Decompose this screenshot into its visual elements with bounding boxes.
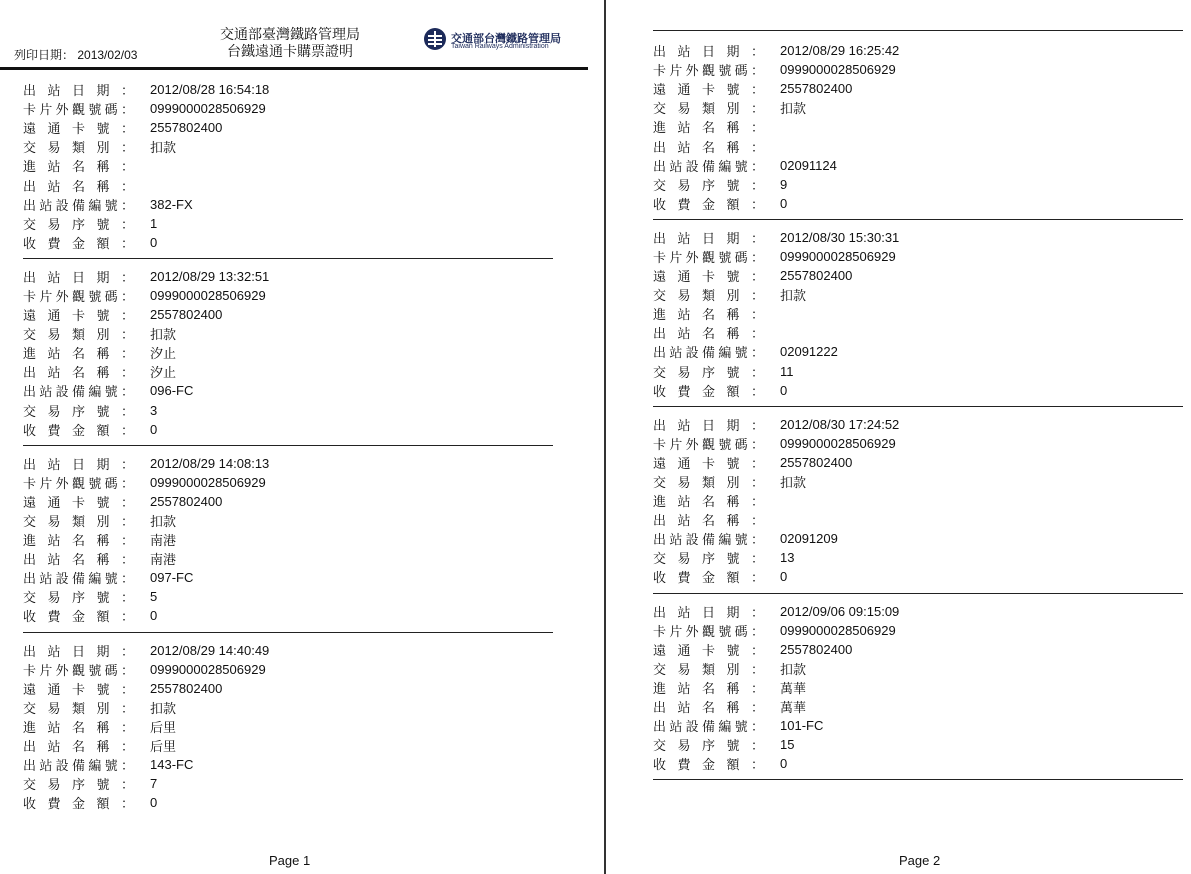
field-value: 02091124: [780, 157, 837, 173]
field-label: 交 易 類 別 ：: [23, 700, 134, 716]
field-label: 交 易 序 號 ：: [23, 403, 134, 419]
field-value: 2012/08/29 16:25:42: [780, 43, 900, 59]
field-value: 382-FX: [150, 196, 193, 212]
record-row-card-no: [653, 266, 1183, 285]
record-row-exit-station: [653, 510, 1183, 529]
field-label: 出 站 設 備 編 號 ：: [23, 197, 134, 213]
field-value: 0: [780, 756, 788, 772]
record-row-exit-device: [653, 529, 1183, 548]
field-label: 出 站 名 稱 ：: [23, 365, 134, 381]
field-value: 5: [150, 589, 158, 605]
record-row-card-no: [23, 305, 553, 324]
field-value: 0: [780, 382, 788, 398]
field-value: 0: [150, 795, 158, 811]
field-label: 交 易 序 號 ：: [653, 364, 764, 380]
record-block: [23, 641, 553, 813]
field-value: 101-FC: [780, 718, 824, 734]
field-value: 0999000028506929: [780, 435, 896, 451]
record-row-card-face-no: [23, 473, 553, 492]
field-label: 交 易 類 別 ：: [653, 288, 764, 304]
record-row-card-face-no: [23, 286, 553, 305]
field-label: 收 費 金 額 ：: [653, 196, 764, 212]
field-label: 出 站 日 期 ：: [653, 604, 764, 620]
document-page-2: [607, 0, 1191, 874]
field-value: 3: [150, 402, 158, 418]
record-row-card-no: [653, 79, 1183, 98]
field-label: 卡 片 外 觀 號 碼 ：: [653, 623, 764, 639]
field-value: 2557802400: [780, 641, 853, 657]
field-label: 收 費 金 額 ：: [653, 383, 764, 399]
record-block: [653, 228, 1183, 400]
record-row-exit-date: [653, 602, 1183, 621]
record-row-entry-station: [653, 117, 1183, 136]
field-value: 扣款: [150, 700, 177, 716]
field-label: 出 站 名 稱 ：: [23, 739, 134, 755]
field-label: 交 易 類 別 ：: [653, 661, 764, 677]
field-label: 收 費 金 額 ：: [653, 570, 764, 586]
field-value: 0: [780, 195, 788, 211]
record-row-txn-type: [23, 511, 553, 530]
field-label: 遠 通 卡 號 ：: [23, 494, 134, 510]
field-label: 交 易 類 別 ：: [23, 514, 134, 530]
record-block: [653, 415, 1183, 587]
record-row-exit-device: [23, 195, 553, 214]
record-block: [23, 80, 553, 252]
document-title-line-1: 交通部臺灣鐵路管理局: [220, 27, 360, 43]
field-value: 2557802400: [150, 307, 223, 323]
field-value: 扣款: [780, 661, 807, 677]
record-row-exit-device: [23, 381, 553, 400]
field-label: 出 站 名 稱 ：: [23, 178, 134, 194]
record-row-fee: [23, 793, 553, 812]
field-label: 出 站 設 備 編 號 ：: [23, 384, 134, 400]
field-value: 13: [780, 550, 795, 566]
field-value: 扣款: [150, 327, 177, 343]
field-value: 2012/08/29 13:32:51: [150, 268, 270, 284]
field-value: 2012/08/29 14:08:13: [150, 455, 270, 471]
field-label: 交 易 序 號 ：: [23, 590, 134, 606]
record-row-txn-seq: [23, 774, 553, 793]
field-value: 萬華: [780, 680, 807, 696]
field-label: 進 站 名 稱 ：: [23, 533, 134, 549]
field-value: 0: [150, 234, 158, 250]
record-block: [653, 602, 1183, 774]
field-label: 卡 片 外 觀 號 碼 ：: [23, 288, 134, 304]
field-value: 097-FC: [150, 570, 194, 586]
field-label: 出 站 設 備 編 號 ：: [23, 758, 134, 774]
record-row-txn-type: [653, 98, 1183, 117]
field-label: 遠 通 卡 號 ：: [23, 308, 134, 324]
record-row-txn-type: [653, 472, 1183, 491]
record-row-txn-type: [653, 285, 1183, 304]
record-row-entry-station: [23, 717, 553, 736]
header-rule: [0, 67, 588, 70]
field-value: 9: [780, 176, 788, 192]
page-number: Page 2: [899, 853, 941, 868]
field-value: 扣款: [780, 475, 807, 491]
record-row-exit-station: [23, 175, 553, 194]
record-row-exit-device: [653, 156, 1183, 175]
record-row-entry-station: [23, 343, 553, 362]
record-row-exit-date: [653, 41, 1183, 60]
record-row-card-no: [653, 453, 1183, 472]
record-separator: [653, 30, 1183, 31]
field-label: 交 易 類 別 ：: [23, 327, 134, 343]
record-block: [653, 41, 1183, 213]
field-value: 0999000028506929: [150, 474, 266, 490]
field-value: 1: [150, 215, 158, 231]
record-row-card-face-no: [653, 434, 1183, 453]
record-row-txn-seq: [653, 175, 1183, 194]
field-value: 后里: [150, 719, 177, 735]
record-row-exit-device: [23, 568, 553, 587]
field-value: 0999000028506929: [780, 62, 896, 78]
field-label: 進 站 名 稱 ：: [23, 719, 134, 735]
record-row-txn-seq: [23, 587, 553, 606]
field-value: 0999000028506929: [780, 248, 896, 264]
field-label: 遠 通 卡 號 ：: [653, 642, 764, 658]
record-separator: [653, 779, 1183, 780]
field-value: 11: [780, 363, 794, 379]
field-value: 096-FC: [150, 383, 194, 399]
field-label: 收 費 金 額 ：: [23, 422, 134, 438]
record-row-entry-station: [653, 678, 1183, 697]
field-label: 交 易 序 號 ：: [23, 777, 134, 793]
field-label: 遠 通 卡 號 ：: [653, 269, 764, 285]
tra-logo: [424, 28, 584, 58]
field-value: 0999000028506929: [150, 661, 266, 677]
field-label: 進 站 名 稱 ：: [653, 307, 764, 323]
record-row-txn-type: [23, 137, 553, 156]
record-row-exit-date: [23, 267, 553, 286]
field-value: 后里: [150, 739, 177, 755]
field-value: 02091209: [780, 531, 838, 547]
record-separator: [653, 219, 1183, 220]
field-label: 進 站 名 稱 ：: [653, 494, 764, 510]
record-row-fee: [23, 420, 553, 439]
field-value: 2012/08/30 15:30:31: [780, 229, 900, 245]
field-value: 02091222: [780, 344, 838, 360]
record-block: [23, 267, 553, 439]
record-row-card-face-no: [23, 660, 553, 679]
field-label: 出 站 名 稱 ：: [653, 700, 764, 716]
record-row-fee: [653, 567, 1183, 586]
tra-logo-text-cn: 交通部台灣鐵路管理局: [451, 33, 561, 45]
record-row-txn-seq: [653, 548, 1183, 567]
field-label: 出 站 名 稱 ：: [653, 513, 764, 529]
record-row-card-no: [23, 679, 553, 698]
field-label: 交 易 序 號 ：: [653, 738, 764, 754]
field-value: 南港: [150, 533, 177, 549]
field-value: 扣款: [780, 101, 807, 117]
record-row-fee: [653, 381, 1183, 400]
record-row-card-no: [23, 492, 553, 511]
field-label: 出 站 日 期 ：: [23, 643, 134, 659]
field-label: 遠 通 卡 號 ：: [653, 82, 764, 98]
record-row-entry-station: [23, 530, 553, 549]
field-value: 扣款: [150, 514, 177, 530]
record-row-txn-type: [23, 698, 553, 717]
record-separator: [653, 406, 1183, 407]
page-divider: [604, 0, 606, 874]
field-label: 遠 通 卡 號 ：: [23, 121, 134, 137]
field-label: 交 易 序 號 ：: [653, 177, 764, 193]
field-label: 出 站 日 期 ：: [653, 230, 764, 246]
record-row-exit-date: [23, 454, 553, 473]
field-value: 2557802400: [150, 493, 223, 509]
field-label: 進 站 名 稱 ：: [653, 120, 764, 136]
field-value: 汐止: [150, 346, 177, 362]
record-row-exit-date: [23, 80, 553, 99]
field-value: 0999000028506929: [150, 287, 266, 303]
field-value: 0: [150, 608, 158, 624]
record-row-exit-station: [653, 697, 1183, 716]
record-row-txn-seq: [653, 362, 1183, 381]
field-label: 收 費 金 額 ：: [23, 235, 134, 251]
field-label: 出 站 名 稱 ：: [23, 552, 134, 568]
record-row-card-face-no: [653, 621, 1183, 640]
document-title-line-2: 台鐵遠通卡購票證明: [227, 44, 353, 60]
tra-logo-text-en: Taiwan Railways Administration: [451, 43, 549, 50]
field-value: 2012/08/29 14:40:49: [150, 642, 270, 658]
field-label: 出 站 日 期 ：: [653, 44, 764, 60]
record-separator: [23, 632, 553, 633]
field-value: 2557802400: [780, 268, 853, 284]
record-row-txn-type: [23, 324, 553, 343]
record-row-card-no: [653, 640, 1183, 659]
field-value: 7: [150, 776, 158, 792]
record-row-entry-station: [23, 156, 553, 175]
field-label: 遠 通 卡 號 ：: [653, 455, 764, 471]
field-label: 出 站 日 期 ：: [653, 417, 764, 433]
page-number: Page 1: [269, 853, 311, 868]
record-row-exit-date: [653, 415, 1183, 434]
record-row-card-face-no: [653, 247, 1183, 266]
record-row-txn-type: [653, 659, 1183, 678]
field-label: 出 站 日 期 ：: [23, 269, 134, 285]
record-row-entry-station: [653, 491, 1183, 510]
field-value: 2012/08/28 16:54:18: [150, 82, 270, 98]
field-value: 2012/09/06 09:15:09: [780, 603, 900, 619]
field-label: 進 站 名 稱 ：: [23, 159, 134, 175]
field-label: 交 易 類 別 ：: [23, 140, 134, 156]
field-label: 交 易 序 號 ：: [653, 551, 764, 567]
record-row-exit-date: [23, 641, 553, 660]
field-label: 卡 片 外 觀 號 碼 ：: [23, 662, 134, 678]
field-value: 15: [780, 737, 795, 753]
field-label: 卡 片 外 觀 號 碼 ：: [653, 63, 764, 79]
field-label: 交 易 類 別 ：: [653, 101, 764, 117]
document-title: [190, 27, 390, 61]
record-row-exit-station: [23, 362, 553, 381]
field-label: 出 站 設 備 編 號 ：: [653, 719, 764, 735]
field-label: 出 站 日 期 ：: [23, 456, 134, 472]
record-separator: [23, 258, 553, 259]
field-value: 扣款: [150, 140, 177, 156]
field-label: 進 站 名 稱 ：: [23, 346, 134, 362]
field-value: 扣款: [780, 288, 807, 304]
field-label: 出 站 設 備 編 號 ：: [653, 532, 764, 548]
field-value: 萬華: [780, 700, 807, 716]
record-separator: [23, 445, 553, 446]
field-value: 2557802400: [780, 81, 853, 97]
field-label: 卡 片 外 觀 號 碼 ：: [653, 436, 764, 452]
field-value: 0: [780, 569, 788, 585]
print-date-value: 2013/02/03: [77, 48, 138, 62]
record-row-fee: [653, 194, 1183, 213]
print-date: [14, 46, 137, 63]
record-block: [23, 454, 553, 626]
field-label: 出 站 名 稱 ：: [653, 326, 764, 342]
field-value: 2557802400: [150, 680, 223, 696]
field-label: 遠 通 卡 號 ：: [23, 681, 134, 697]
record-row-fee: [23, 233, 553, 252]
field-value: 2012/08/30 17:24:52: [780, 416, 900, 432]
field-label: 卡 片 外 觀 號 碼 ：: [23, 102, 134, 118]
record-row-exit-device: [653, 342, 1183, 361]
record-row-txn-seq: [23, 214, 553, 233]
record-separator: [653, 593, 1183, 594]
record-list: [653, 30, 1183, 788]
field-value: 0: [150, 421, 158, 437]
field-label: 交 易 序 號 ：: [23, 216, 134, 232]
record-row-exit-station: [23, 549, 553, 568]
field-label: 出 站 設 備 編 號 ：: [653, 345, 764, 361]
tra-logo-icon: [424, 28, 446, 50]
field-value: 143-FC: [150, 757, 194, 773]
field-label: 出 站 設 備 編 號 ：: [23, 571, 134, 587]
field-label: 卡 片 外 觀 號 碼 ：: [653, 249, 764, 265]
field-label: 交 易 類 別 ：: [653, 475, 764, 491]
record-row-txn-seq: [653, 735, 1183, 754]
record-row-exit-station: [23, 736, 553, 755]
field-value: 2557802400: [150, 120, 223, 136]
record-row-fee: [653, 754, 1183, 773]
record-row-card-face-no: [23, 99, 553, 118]
record-row-card-face-no: [653, 60, 1183, 79]
record-row-card-no: [23, 118, 553, 137]
record-row-exit-station: [653, 136, 1183, 155]
record-row-entry-station: [653, 304, 1183, 323]
field-value: 2557802400: [780, 454, 853, 470]
field-value: 0999000028506929: [150, 101, 266, 117]
field-label: 收 費 金 額 ：: [23, 609, 134, 625]
field-label: 出 站 設 備 編 號 ：: [653, 158, 764, 174]
print-date-label: 列印日期：: [14, 48, 75, 62]
record-row-fee: [23, 606, 553, 625]
record-row-exit-device: [653, 716, 1183, 735]
record-row-exit-device: [23, 755, 553, 774]
record-row-exit-station: [653, 323, 1183, 342]
field-value: 汐止: [150, 365, 177, 381]
field-label: 進 站 名 稱 ：: [653, 680, 764, 696]
record-row-txn-seq: [23, 401, 553, 420]
field-value: 南港: [150, 552, 177, 568]
field-label: 收 費 金 額 ：: [653, 757, 764, 773]
record-list: [23, 80, 553, 812]
record-row-exit-date: [653, 228, 1183, 247]
field-label: 卡 片 外 觀 號 碼 ：: [23, 475, 134, 491]
field-label: 出 站 名 稱 ：: [653, 139, 764, 155]
field-value: 0999000028506929: [780, 622, 896, 638]
field-label: 出 站 日 期 ：: [23, 83, 134, 99]
field-label: 收 費 金 額 ：: [23, 796, 134, 812]
